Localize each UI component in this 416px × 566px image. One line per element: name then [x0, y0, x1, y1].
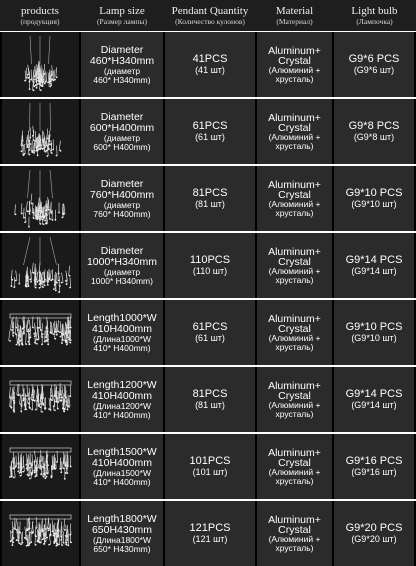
lamp-size-line: Diameter — [101, 179, 144, 190]
material-cell — [257, 99, 332, 164]
pendant-quantity-value: 41PCS — [193, 54, 228, 65]
header-pendant-quantity — [164, 0, 256, 31]
material-cell — [257, 501, 332, 566]
pendant-quantity-cell — [165, 501, 255, 566]
header-pendant-quantity-label: Pendant Quantity — [172, 5, 249, 17]
material-line: Crystal — [278, 525, 311, 535]
light-bulb-value-ru: (G9*16 шт) — [351, 467, 396, 477]
light-bulb-cell — [334, 300, 414, 365]
lamp-size-cell — [81, 233, 163, 298]
table-row — [0, 99, 416, 164]
material-line-ru: (Алюминий + — [269, 66, 321, 75]
table-row — [0, 300, 416, 365]
lamp-size-line: 650H430mm — [92, 525, 152, 536]
material-line: Aluminum+ — [268, 448, 321, 458]
pendant-quantity-value: 61PCS — [193, 322, 228, 333]
pendant-quantity-value: 81PCS — [193, 188, 228, 199]
material-cell — [257, 233, 332, 298]
table-row — [0, 501, 416, 566]
pendant-quantity-value: 61PCS — [193, 121, 228, 132]
lamp-size-line-ru: (Длина1000*W — [93, 335, 151, 344]
lamp-size-line-ru: 600* H400mm) — [93, 143, 150, 152]
light-bulb-value: G9*10 PCS — [346, 322, 403, 333]
lamp-size-line: 410H400mm — [92, 458, 152, 469]
pendant-quantity-value-ru: (110 шт) — [193, 266, 227, 276]
header-lamp-size-label-ru: (Размер лампы) — [97, 17, 147, 27]
pendant-quantity-value-ru: (41 шт) — [195, 65, 225, 75]
lamp-size-line-ru: 650* H430mm) — [93, 545, 150, 554]
light-bulb-cell — [334, 166, 414, 231]
material-line: Crystal — [278, 190, 311, 200]
light-bulb-value-ru: (G9*6 шт) — [354, 65, 394, 75]
light-bulb-value: G9*14 PCS — [346, 255, 403, 266]
pendant-quantity-cell — [165, 32, 255, 97]
lamp-size-line-ru: (диаметр — [104, 134, 140, 143]
lamp-size-line-ru: 410* H400mm) — [93, 344, 150, 353]
lamp-size-line: 460*H340mm — [90, 56, 154, 67]
lamp-size-line-ru: (Длина1500*W — [93, 469, 151, 478]
material-line: Aluminum+ — [268, 180, 321, 190]
product-image — [2, 367, 79, 432]
lamp-size-line: 1000*H340mm — [87, 257, 157, 268]
chandelier-icon — [2, 501, 79, 566]
material-line-ru: хрусталь) — [275, 75, 313, 84]
lamp-size-line-ru: 460* H340mm) — [93, 76, 150, 85]
table-row — [0, 32, 416, 97]
material-line-ru: хрусталь) — [275, 544, 313, 553]
pendant-quantity-value-ru: (61 шт) — [195, 333, 225, 343]
lamp-size-line: 410H400mm — [92, 324, 152, 335]
material-cell — [257, 300, 332, 365]
header-products-label-ru: (продукция) — [21, 17, 60, 27]
table-row — [0, 233, 416, 298]
product-image — [2, 300, 79, 365]
pendant-quantity-value: 81PCS — [193, 389, 228, 400]
material-cell — [257, 434, 332, 499]
product-image — [2, 166, 79, 231]
material-line: Aluminum+ — [268, 113, 321, 123]
light-bulb-value: G9*14 PCS — [346, 389, 403, 400]
header-light-bulb-label-ru: (Лампочка) — [356, 17, 392, 27]
light-bulb-value: G9*8 PCS — [349, 121, 400, 132]
product-image — [2, 501, 79, 566]
material-line-ru: хрусталь) — [275, 477, 313, 486]
material-line-ru: (Алюминий + — [269, 334, 321, 343]
pendant-quantity-value: 121PCS — [190, 523, 231, 534]
table-row — [0, 367, 416, 432]
lamp-size-line: 760*H400mm — [90, 190, 154, 201]
product-image — [2, 99, 79, 164]
material-line-ru: хрусталь) — [275, 343, 313, 352]
material-line: Crystal — [278, 458, 311, 468]
lamp-size-line: Length1800*W — [87, 514, 156, 525]
material-line-ru: хрусталь) — [275, 410, 313, 419]
header-lamp-size-label: Lamp size — [99, 5, 145, 17]
pendant-quantity-cell — [165, 166, 255, 231]
material-line-ru: (Алюминий + — [269, 401, 321, 410]
light-bulb-value-ru: (G9*14 шт) — [351, 400, 396, 410]
lamp-size-line-ru: (Длина1800*W — [93, 536, 151, 545]
product-image — [2, 233, 79, 298]
lamp-size-cell — [81, 32, 163, 97]
table-row — [0, 166, 416, 231]
light-bulb-cell — [334, 32, 414, 97]
product-image — [2, 32, 79, 97]
light-bulb-cell — [334, 501, 414, 566]
material-line-ru: (Алюминий + — [269, 535, 321, 544]
lamp-size-line: Length1000*W — [87, 313, 156, 324]
lamp-size-line: Diameter — [101, 45, 144, 56]
lamp-size-cell — [81, 501, 163, 566]
material-line-ru: хрусталь) — [275, 276, 313, 285]
pendant-quantity-value: 101PCS — [190, 456, 231, 467]
material-cell — [257, 32, 332, 97]
light-bulb-value-ru: (G9*14 шт) — [351, 266, 396, 276]
light-bulb-cell — [334, 233, 414, 298]
material-line-ru: (Алюминий + — [269, 133, 321, 142]
lamp-size-cell — [81, 367, 163, 432]
material-line: Crystal — [278, 391, 311, 401]
product-image — [2, 434, 79, 499]
material-cell — [257, 166, 332, 231]
header-pendant-quantity-label-ru: (Количество кулонов) — [175, 17, 245, 27]
header-material-label: Material — [276, 5, 313, 17]
light-bulb-cell — [334, 367, 414, 432]
material-line: Crystal — [278, 56, 311, 66]
lamp-size-line-ru: 1000* H340mm) — [91, 277, 153, 286]
light-bulb-value-ru: (G9*20 шт) — [351, 534, 396, 544]
material-line: Crystal — [278, 123, 311, 133]
header-light-bulb — [333, 0, 416, 31]
lamp-size-line-ru: 760* H400mm) — [93, 210, 150, 219]
material-cell — [257, 367, 332, 432]
light-bulb-value-ru: (G9*10 шт) — [351, 199, 396, 209]
lamp-size-line: 600*H400mm — [90, 123, 154, 134]
light-bulb-value: G9*6 PCS — [349, 54, 400, 65]
light-bulb-cell — [334, 99, 414, 164]
material-line-ru: хрусталь) — [275, 142, 313, 151]
chandelier-icon — [2, 367, 79, 432]
pendant-quantity-value-ru: (101 шт) — [193, 467, 228, 477]
lamp-size-cell — [81, 300, 163, 365]
material-line: Crystal — [278, 324, 311, 334]
light-bulb-value-ru: (G9*8 шт) — [354, 132, 394, 142]
material-line-ru: (Алюминий + — [269, 200, 321, 209]
material-line: Crystal — [278, 257, 311, 267]
pendant-quantity-value-ru: (61 шт) — [195, 132, 225, 142]
header-light-bulb-label: Light bulb — [351, 5, 397, 17]
header-material — [256, 0, 333, 31]
lamp-size-line-ru: 410* H400mm) — [93, 411, 150, 420]
material-line: Aluminum+ — [268, 381, 321, 391]
lamp-size-line: Diameter — [101, 112, 144, 123]
header-products — [0, 0, 80, 31]
material-line: Aluminum+ — [268, 515, 321, 525]
light-bulb-value: G9*16 PCS — [346, 456, 403, 467]
chandelier-icon — [2, 32, 79, 97]
light-bulb-value: G9*20 PCS — [346, 523, 403, 534]
lamp-size-line: Length1500*W — [87, 447, 156, 458]
chandelier-icon — [2, 300, 79, 365]
pendant-quantity-cell — [165, 434, 255, 499]
lamp-size-cell — [81, 434, 163, 499]
pendant-quantity-cell — [165, 99, 255, 164]
chandelier-icon — [2, 99, 79, 164]
chandelier-icon — [2, 166, 79, 231]
header-lamp-size — [80, 0, 164, 31]
table-row — [0, 434, 416, 499]
chandelier-icon — [2, 434, 79, 499]
pendant-quantity-value-ru: (81 шт) — [195, 400, 225, 410]
lamp-size-line: Diameter — [101, 246, 144, 257]
lamp-size-line: Length1200*W — [87, 380, 156, 391]
material-line: Aluminum+ — [268, 247, 321, 257]
pendant-quantity-cell — [165, 367, 255, 432]
material-line-ru: (Алюминий + — [269, 267, 321, 276]
table-header — [0, 0, 416, 31]
lamp-size-line-ru: (Длина1200*W — [93, 402, 151, 411]
material-line: Aluminum+ — [268, 314, 321, 324]
pendant-quantity-cell — [165, 233, 255, 298]
lamp-size-line-ru: (диаметр — [104, 201, 140, 210]
pendant-quantity-value: 110PCS — [190, 255, 230, 266]
header-material-label-ru: (Материал) — [276, 17, 312, 27]
light-bulb-value: G9*10 PCS — [346, 188, 403, 199]
material-line-ru: хрусталь) — [275, 209, 313, 218]
lamp-size-cell — [81, 166, 163, 231]
material-line: Aluminum+ — [268, 46, 321, 56]
lamp-size-line-ru: 410* H400mm) — [93, 478, 150, 487]
lamp-size-line-ru: (диаметр — [104, 67, 140, 76]
chandelier-icon — [2, 233, 79, 298]
material-line-ru: (Алюминий + — [269, 468, 321, 477]
light-bulb-cell — [334, 434, 414, 499]
lamp-size-line-ru: (диаметр — [104, 268, 140, 277]
light-bulb-value-ru: (G9*10 шт) — [351, 333, 396, 343]
pendant-quantity-value-ru: (81 шт) — [195, 199, 225, 209]
lamp-size-cell — [81, 99, 163, 164]
pendant-quantity-value-ru: (121 шт) — [193, 534, 228, 544]
header-products-label: products — [21, 5, 59, 17]
pendant-quantity-cell — [165, 300, 255, 365]
lamp-size-line: 410H400mm — [92, 391, 152, 402]
